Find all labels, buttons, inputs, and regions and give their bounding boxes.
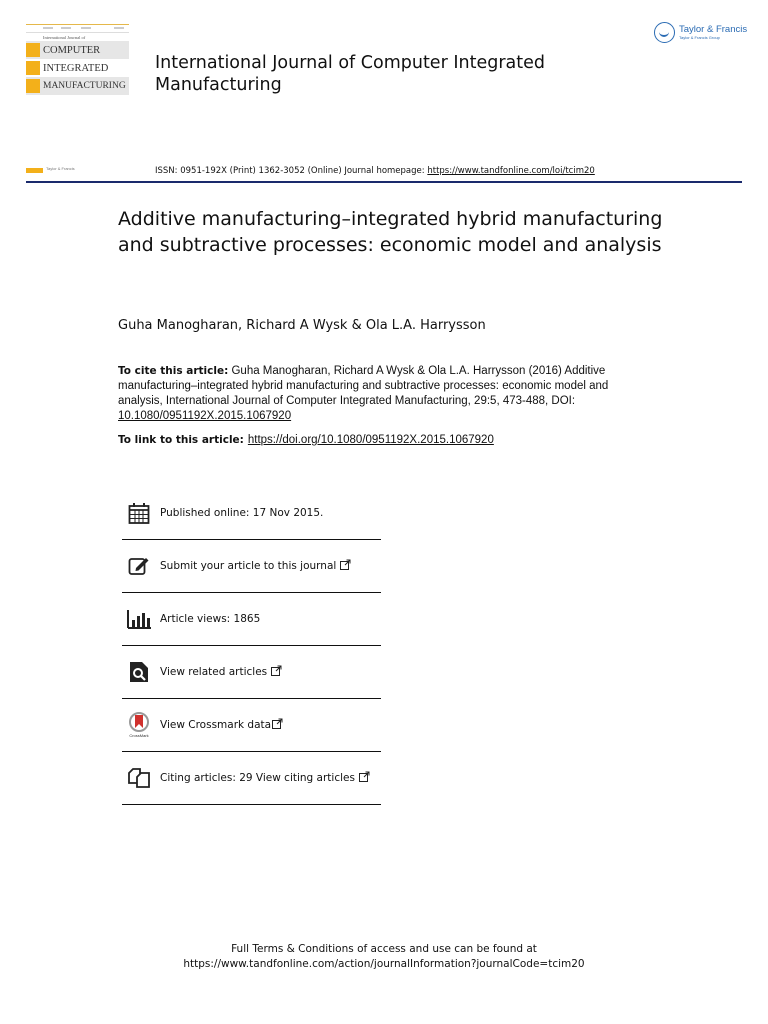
citing-documents-icon: [127, 766, 151, 790]
submit-article-item[interactable]: [122, 540, 381, 593]
external-link-icon: [271, 665, 282, 679]
authors: Guha Manogharan, Richard A Wysk & Ola L.A. Harrysson: [118, 318, 486, 333]
journal-cover: [26, 24, 129, 97]
issn-bar: [26, 164, 742, 182]
doi-link[interactable]: https://doi.org/10.1080/0951192X.2015.1067920: [247, 434, 494, 446]
related-articles-item[interactable]: [122, 646, 381, 699]
article-views-item: [122, 593, 381, 646]
footer-terms-link[interactable]: https://www.tandfonline.com/action/journalInformation?journalCode=tcim20: [183, 958, 585, 970]
cover-line-manufacturing: MANUFACTURING: [26, 77, 129, 95]
journal-title: International Journal of Computer Integrated Manufacturing: [155, 53, 545, 95]
mini-logo-icon: [26, 168, 43, 173]
cover-line-computer: COMPUTER: [26, 41, 129, 59]
related-articles-label: View related articles: [160, 666, 268, 678]
svg-text:CrossMark: CrossMark: [129, 733, 149, 738]
calendar-icon: [127, 501, 151, 525]
article-info-list: [122, 487, 381, 805]
article-link: [118, 434, 494, 446]
tf-logo-icon: [654, 22, 675, 43]
published-online-label: Published online: 17 Nov 2015.: [160, 507, 324, 519]
citation: [118, 364, 638, 424]
external-link-icon: [340, 559, 351, 573]
issn-text: ISSN: 0951-192X (Print) 1362-3052 (Online) Journal homepage:: [155, 166, 428, 176]
publisher-name: Taylor & Francis: [679, 23, 748, 35]
cite-text: Guha Manogharan, Richard A Wysk & Ola L.A. Harrysson (2016) Additive manufacturing–integrated hybrid manufacturing and subtractive processes: economic model and analysis, International Journal of Computer Integrated Manufacturing, 29:5, 473-488, DOI:: [118, 365, 609, 407]
citing-articles-item[interactable]: [122, 752, 381, 805]
article-views-label: Article views: 1865: [160, 613, 261, 625]
crossmark-item[interactable]: [122, 699, 381, 752]
publisher-group: Taylor & Francis Group: [679, 34, 720, 40]
edit-icon: [127, 554, 151, 578]
external-link-icon: [272, 718, 283, 732]
journal-homepage-link[interactable]: https://www.tandfonline.com/loi/tcim20: [427, 166, 595, 176]
cover-line-integrated: INTEGRATED: [26, 59, 129, 77]
footer-terms: Full Terms & Conditions of access and use can be found at: [231, 943, 537, 955]
link-label: To link to this article:: [118, 434, 244, 446]
footer: [0, 942, 768, 972]
header-rule: [26, 181, 742, 183]
crossmark-label: View Crossmark data: [160, 719, 272, 731]
cite-label: To cite this article:: [118, 365, 229, 377]
bar-chart-icon: [127, 607, 151, 631]
submit-article-label: Submit your article to this journal: [160, 560, 337, 572]
cover-top-strip: [26, 24, 129, 33]
citing-articles-label: Citing articles: 29 View citing articles: [160, 772, 355, 784]
external-link-icon: [359, 771, 370, 785]
mini-publisher: Taylor & Francis: [46, 166, 75, 171]
document-search-icon: [127, 660, 151, 684]
cite-doi-link[interactable]: 10.1080/0951192X.2015.1067920: [118, 410, 292, 422]
cover-subtitle: International Journal of: [43, 35, 86, 40]
crossmark-icon: [127, 713, 151, 737]
publisher-logo[interactable]: [654, 22, 747, 43]
published-online-item: [122, 487, 381, 540]
article-title: Additive manufacturing–integrated hybrid manufacturing and subtractive processes: economic model and analysis: [118, 208, 663, 256]
issn-line: [155, 166, 595, 176]
